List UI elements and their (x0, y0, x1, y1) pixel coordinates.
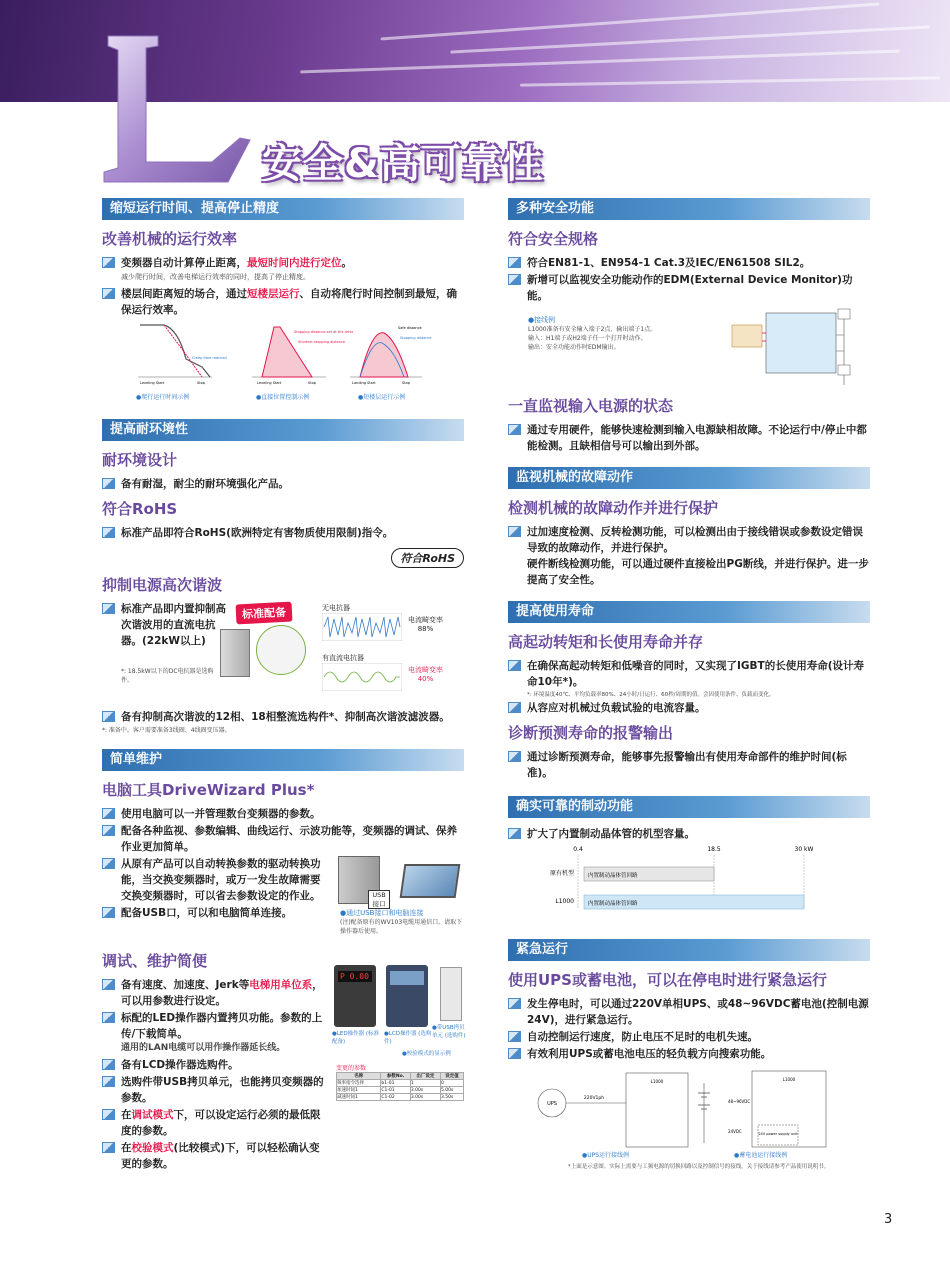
bullet: 标准产品即符合RoHS(欧洲特定有害物质使用限制)指令。 (102, 525, 464, 541)
section-heading: 改善机械的运行效率 (102, 230, 238, 248)
emergency-wiring-diagrams (508, 1063, 870, 1159)
led-display: P 0.00 (338, 971, 372, 982)
footnote: *上面是示意图。实际上需要与工频电源的切换回路以及控制信号的接线。关于接线请参考产品使用说明书。 (568, 1164, 830, 1170)
bullet: 扩大了内置制动晶体管的机型容量。 (508, 826, 870, 842)
section-heading: 耐环境设计 (102, 451, 178, 469)
section-bar: 提高耐环境性 (102, 419, 464, 441)
fig-label: Stop (308, 381, 316, 385)
fig-label: Stopping distance (400, 336, 432, 340)
bullet: 备有速度、加速度、Jerk等电梯用单位系，可以用参数进行设定。 (102, 977, 330, 1009)
led-caption: ●LED操作器 (标准配备) (332, 1031, 379, 1045)
bullet-icon (102, 288, 115, 299)
lcd-operator (386, 965, 428, 1027)
table-row: 加速时间1 C1-01 3.00s 5.00s (337, 1087, 464, 1094)
fig-label: Landing Start (352, 381, 376, 385)
section-bar: 提高使用寿命 (508, 601, 870, 623)
fig-label: 220V1ph (583, 1096, 605, 1101)
bullet-icon (102, 711, 115, 722)
bullet-icon (102, 257, 115, 268)
wiring-block (508, 305, 870, 389)
bullet-icon (102, 527, 115, 538)
row-name: L1000 (555, 898, 574, 905)
bullet-icon (102, 1076, 115, 1087)
bullet: 过加速度检测、反转检测功能，可以检测出由于接线错误或参数设定错误导致的故障动作，并进行保护。 硬件断线检测功能，可以通过硬件直接检出PG断线，并进行保护。进一步提高了安全性。 (508, 524, 870, 588)
bullet-icon (102, 478, 115, 489)
safety-wiring-diagram (722, 305, 870, 389)
bullet: 备有LCD操作器选购件。 (102, 1057, 330, 1073)
rohs-badge: 符合RoHS (391, 548, 464, 568)
ratio-no-reactor: 电流畸变率 88% (408, 616, 443, 633)
usb-caption: ●通过USB接口和电脑连接 (340, 909, 424, 917)
section-bar: 简单维护 (102, 749, 464, 771)
section-heading: 检测机械的故障动作并进行保护 (508, 499, 719, 517)
bullet: 备有耐湿，耐尘的耐环境强化产品。 (102, 476, 464, 492)
bullet: 配备USB口，可以和电脑简单连接。 (102, 905, 330, 921)
fig-label: Stop (402, 381, 410, 385)
axis-tick: 18.5 (707, 846, 721, 853)
section-heading: 符合安全规格 (508, 230, 599, 248)
axis-tick: 30 kW (794, 846, 814, 853)
bullet: 通过专用硬件，能够快速检测到输入电源缺相故障。不论运行中/停止中都能检测。且缺相信号可以输出到外部。 (508, 422, 870, 454)
bullet-icon (508, 998, 521, 1009)
fig-label: Safe distance (398, 326, 422, 330)
bullet: 标配的LED操作器内置拷贝功能。参数的上传/下载简单。 (102, 1010, 330, 1042)
fig-label: Leveling Start (257, 381, 282, 385)
bullet-icon (102, 603, 115, 614)
letter-l-logo (100, 30, 260, 190)
section-bar: 监视机械的故障动作 (508, 467, 870, 489)
bullet: 通过诊断预测寿命，能够事先报警输出有使用寿命部件的维护时间(标准)。 (508, 749, 870, 781)
wiring-line: L1000准备有安全输入端子2点、输出端子1点。 (528, 326, 657, 333)
bullet-sub: 通用的LAN电缆可以用作操作器延长线。 (121, 1043, 286, 1053)
page-title: 安全&高可靠性 (262, 141, 544, 187)
section-heading: 调试、维护简便 (102, 952, 208, 970)
section-heading: 诊断预测寿命的报警输出 (508, 724, 674, 742)
footnote: *: 准备中。客户需要准备3线圈、4线圈变压器。 (102, 727, 231, 734)
right-column (508, 198, 870, 1172)
lcd-caption: ●LCD操作器 (选购件) (384, 1031, 432, 1045)
fig-label: 24VDC (728, 1129, 742, 1134)
verify-caption: ●校验模式的显示例 (402, 1051, 451, 1057)
label-no-reactor: 无电抗器 (322, 604, 350, 612)
section-bar: 确实可靠的制动功能 (508, 796, 870, 818)
bullet: 楼层间距离短的场合，通过短楼层运行、自动将爬行时间控制到最短，确保运行效率。 (102, 286, 464, 318)
bullet-icon (508, 257, 521, 268)
stopping-figures (102, 319, 464, 403)
section-bar: 多种安全功能 (508, 198, 870, 220)
fig-label: 48~96VDC (728, 1099, 751, 1104)
section-bar: 紧急运行 (508, 939, 870, 961)
bullet-icon (508, 274, 521, 285)
braking-capacity-chart (508, 843, 870, 917)
laptop-image (400, 864, 461, 898)
bullet-icon (508, 702, 521, 713)
bullet: 从原有产品可以自动转换参数的驱动转换功能，当交换变频器时，或万一发生故障需要交换变频器时，可以省去参数设定的作业。 (102, 856, 330, 904)
verify-table-block (336, 1063, 464, 1101)
section-heading: 一直监视输入电源的状态 (508, 397, 674, 415)
fig-label: L1000 (650, 1079, 664, 1084)
label-dc-reactor: 有直流电抗器 (322, 654, 364, 662)
fig-label: Shortest stopping distance (298, 340, 345, 344)
fig-label: Stopping distance set at the drive (294, 330, 354, 334)
wiring-line: 输出：安全功能动作时EDM输出。 (528, 344, 620, 351)
bullet-icon (102, 825, 115, 836)
bullet: 选购件带USB拷贝单元，也能拷贝变频器的参数。 (102, 1074, 330, 1106)
reactor-image (256, 625, 306, 675)
verify-table (336, 1072, 464, 1101)
fig-label: Stop (197, 381, 205, 385)
table-row: 减速时间1 C1-02 3.00s 3.50s (337, 1094, 464, 1101)
bullet: 备有抑制高次谐波的12相、18相整流选构件*、抑制高次谐波滤波器。 (102, 709, 464, 725)
fig-caption: ●蓄电池运行接线例 (734, 1152, 788, 1159)
section-bar: 缩短运行时间、提高停止精度 (102, 198, 464, 220)
bullet: 变频器自动计算停止距离，最短时间内进行定位。 (102, 255, 464, 271)
section-heading: 电脑工具DriveWizard Plus* (102, 781, 315, 799)
bullet-icon (508, 828, 521, 839)
bullet-sub: 减少爬行时间，改善电梯运行效率的同时，提高了停止精度。 (121, 273, 310, 281)
bullet-icon (508, 424, 521, 435)
wiring-title: ●接线例 (528, 316, 556, 324)
usb-block (102, 856, 464, 944)
bullet: 有效利用UPS或蓄电池电压的轻负载方向搜索功能。 (508, 1046, 870, 1062)
table-header-row: 名称 参数No. 出厂设定 设定值 (337, 1073, 464, 1080)
bullet-icon (102, 1142, 115, 1153)
footnote: *: 18.5kW以下的DC电抗器是选购件。 (121, 668, 214, 684)
bullet-icon (102, 907, 115, 918)
section-heading: 高起动转矩和长使用寿命并存 (508, 633, 704, 651)
fig-label: 24V power supply unit (758, 1132, 798, 1136)
waveform-dc-reactor (322, 663, 402, 691)
bullet: 自动控制运行速度，防止电压不足时的电机失速。 (508, 1029, 870, 1045)
drive-image (220, 629, 250, 677)
fig-caption: ●短楼层运行示例 (358, 394, 406, 401)
bullet: 新增可以监视安全功能动作的EDM(External Device Monitor)功能。 (508, 272, 870, 304)
usb-label: USB 接口 (368, 890, 390, 909)
section-heading: 符合RoHS (102, 500, 178, 518)
row-name: 原有机型 (549, 870, 574, 877)
bullet-icon (102, 1012, 115, 1023)
fig-caption: ●UPS运行接线例 (582, 1152, 630, 1159)
bullet-icon (102, 1109, 115, 1120)
axis-tick: 0.4 (573, 846, 583, 853)
bullet-icon (508, 751, 521, 762)
bullet: 在调试模式下，可以设定运行必须的最低限度的参数。 (102, 1107, 330, 1139)
wiring-line: 输入：H1端子或H2端子任一个打开时动作。 (528, 335, 647, 342)
fig-label: Leveling Start (140, 381, 165, 385)
bullet: 配备各种监视、参数编辑、曲线运行、示波功能等，变频器的调试、保养作业更加简单。 (102, 823, 464, 855)
fig-label: UPS (547, 1101, 557, 1107)
bullet-icon (102, 979, 115, 990)
bullet: 在校验模式(比较模式)下，可以轻松确认变更的参数。 (102, 1140, 330, 1172)
bullet-icon (508, 1048, 521, 1059)
section-heading: 使用UPS或蓄电池，可以在停电时进行紧急运行 (508, 971, 827, 989)
standard-badge: 标准配备 (236, 602, 293, 625)
table-row: 频率指令选择 b1-01 1 0 (337, 1080, 464, 1087)
table-title: 变更的参数 (336, 1065, 367, 1072)
waveform-no-reactor (322, 613, 402, 641)
bullet-icon (102, 1059, 115, 1070)
bar-label: 内置制动晶体管回路 (588, 901, 638, 907)
bullet: 发生停电时，可以通过220V单相UPS、或48~96VDC蓄电池(控制电源24V)，进行紧急运行。 (508, 996, 870, 1028)
fig-label: L1000 (782, 1077, 796, 1082)
bullet: 符合EN81-1、EN954-1 Cat.3及IEC/EN61508 SIL2。 (508, 255, 870, 271)
bullet: 在确保高起动转矩和低噪音的同时，又实现了IGBT的长使用寿命(设计寿命10年*)。 (508, 658, 870, 690)
footnote: *: 环境温度40℃、平均负载率80%、24小时/日运行、60秒/周期的值。会因使用条件、负载而变化。 (527, 692, 775, 698)
harmonics-block (102, 601, 464, 709)
usb-note: (注)配备原有的WV103电缆用通信口。请取下操作器后使用。 (340, 919, 463, 935)
fig-label: Creep time reduced (192, 356, 227, 360)
led-operator (334, 965, 376, 1027)
section-heading: 抑制电源高次谐波 (102, 576, 223, 594)
left-column (102, 198, 464, 1177)
fig-caption: ●爬行运行时间示例 (136, 394, 190, 401)
page-number: 3 (884, 1212, 893, 1227)
bullet-icon (102, 808, 115, 819)
bullet: 使用电脑可以一并管理数台变频器的参数。 (102, 806, 464, 822)
fig-caption: ●直接位置控制示例 (256, 394, 310, 401)
ratio-dc-reactor: 电流畸变率 40% (408, 666, 443, 683)
operator-block (102, 972, 466, 1177)
bar-label: 内置制动晶体管回路 (588, 873, 638, 879)
bullet-icon (508, 660, 521, 671)
bullet: 从容应对机械过负载试验的电流容量。 (508, 700, 870, 716)
bullet: 标准产品即内置抑制高次谐波用的直流电抗器。(22kW以上) (102, 601, 226, 649)
bullet-icon (102, 858, 115, 869)
usb-copy-unit (440, 967, 462, 1021)
bullet-icon (508, 526, 521, 537)
bullet-icon (508, 1031, 521, 1042)
usb-copy-caption: ●带USB拷贝单元 (选购件) (432, 1025, 466, 1039)
